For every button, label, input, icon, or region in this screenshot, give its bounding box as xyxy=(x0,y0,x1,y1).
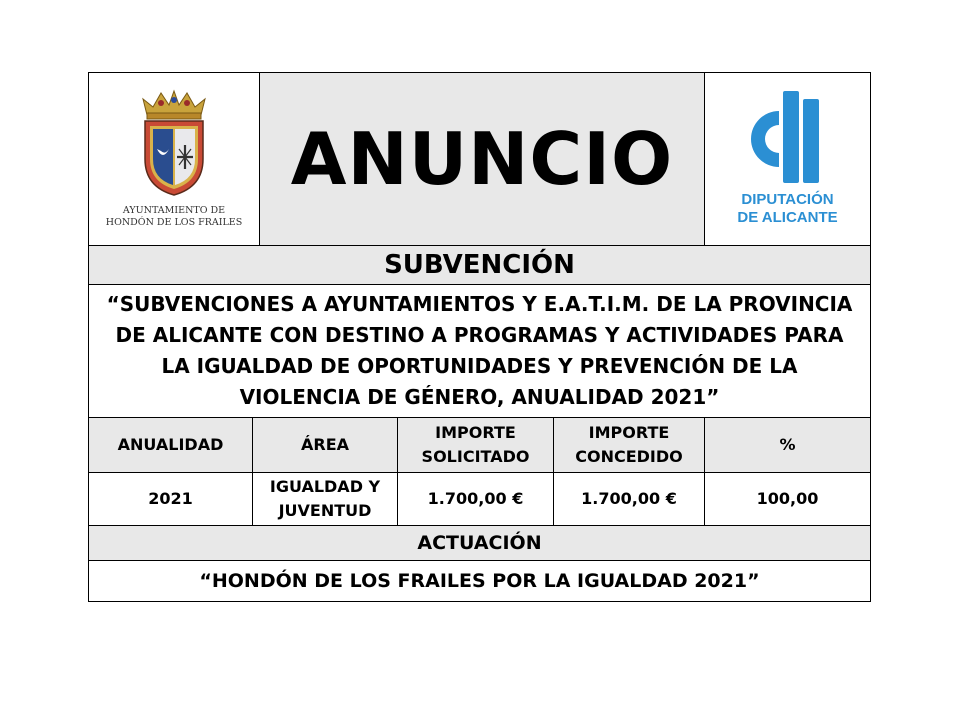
diputacion-logo xyxy=(705,73,871,246)
page-title xyxy=(260,73,705,246)
column-header-importe-concedido: IMPORTE CONCEDIDO xyxy=(554,418,705,473)
details-table xyxy=(88,245,871,602)
cell-anualidad: 2021 xyxy=(89,473,253,526)
cell-importe-concedido: 1.700,00 € xyxy=(554,473,705,526)
municipality-name: AYUNTAMIENTO DE HONDÓN DE LOS FRAILES xyxy=(105,205,243,228)
actuacion-label: ACTUACIÓN xyxy=(89,526,871,561)
announcement-sheet xyxy=(88,72,870,602)
diputacion-name: DIPUTACIÓN DE ALICANTE xyxy=(737,191,838,226)
section-title: SUBVENCIÓN xyxy=(89,246,871,285)
column-header-percent: % xyxy=(705,418,871,473)
diputacion-logo-icon xyxy=(745,91,831,185)
title-text: ANUNCIO xyxy=(290,117,674,201)
cell-area: IGUALDAD Y JUVENTUD xyxy=(253,473,398,526)
column-header-area: ÁREA xyxy=(253,418,398,473)
subsidy-description: “SUBVENCIONES A AYUNTAMIENTOS Y E.A.T.I.M. DE LA PROVINCIA DE ALICANTE CON DESTINO A PROGRAMAS Y ACTIVIDADES PARA LA IGUALDAD DE OPORTUNIDADES Y PREVENCIÓN DE LA VIOLENCIA DE GÉNERO, ANUALIDAD 2021” xyxy=(89,285,871,418)
cell-importe-solicitado: 1.700,00 € xyxy=(398,473,554,526)
coat-of-arms-icon xyxy=(139,89,209,197)
header-table xyxy=(88,72,871,246)
actuacion-value: “HONDÓN DE LOS FRAILES POR LA IGUALDAD 2021” xyxy=(89,561,871,602)
cell-percent: 100,00 xyxy=(705,473,871,526)
column-header-anualidad: ANUALIDAD xyxy=(89,418,253,473)
column-header-importe-solicitado: IMPORTE SOLICITADO xyxy=(398,418,554,473)
municipality-logo xyxy=(89,73,260,246)
